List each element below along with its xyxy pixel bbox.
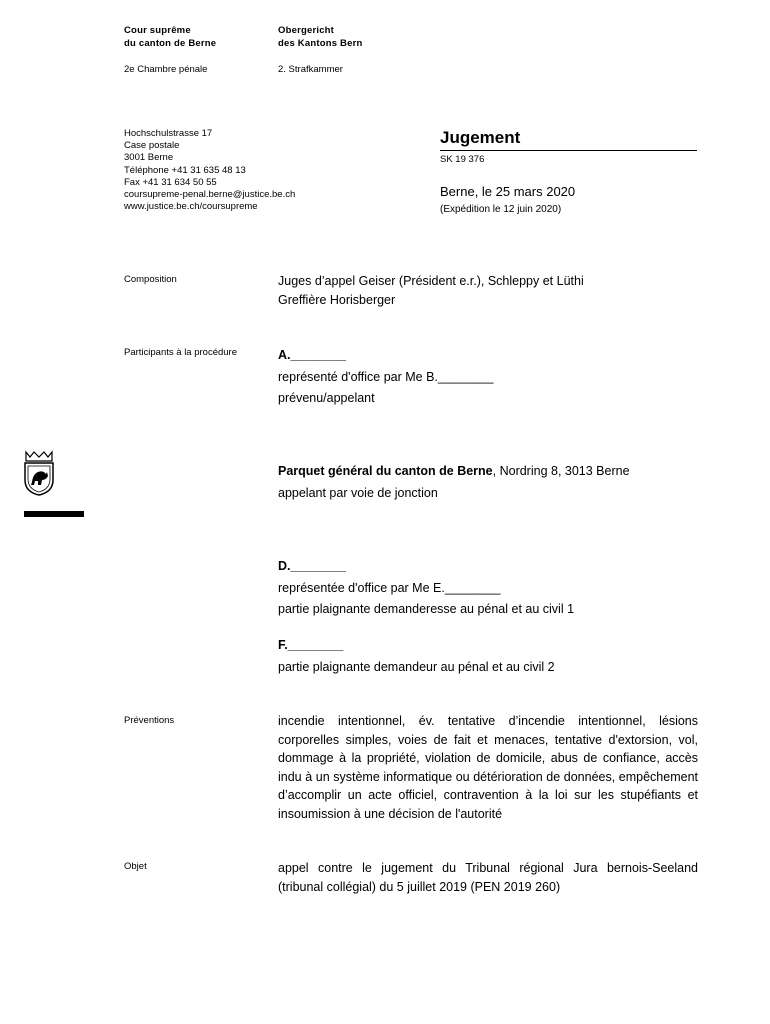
party-a-representation: représenté d'office par Me B.________: [278, 369, 494, 384]
case-reference: SK 19 376: [440, 154, 485, 165]
court-name-fr-line-1: Cour suprême: [124, 25, 191, 36]
party-f-name: F.________: [278, 638, 344, 652]
expedition-date: (Expédition le 12 juin 2020): [440, 204, 562, 215]
party-f: [278, 636, 698, 676]
address-street: Hochschulstrasse 17: [124, 128, 213, 139]
chamber-fr: 2e Chambre pénale: [124, 64, 208, 75]
court-name-de-line-1: Obergericht: [278, 25, 335, 36]
place-date: Berne, le 25 mars 2020: [440, 184, 576, 199]
address-city: 3001 Berne: [124, 152, 174, 164]
composition-value: [278, 272, 698, 309]
court-name-de-line-2: des Kantons Bern: [278, 38, 363, 49]
address-phone: Téléphone +41 31 635 48 13: [124, 164, 246, 176]
parquet-address: , Nordring 8, 3013 Berne: [492, 464, 630, 478]
parquet-role: appelant par voie de jonction: [278, 485, 438, 500]
party-f-role: partie plaignante demandeur au pénal et au civil 2: [278, 659, 555, 674]
address-postbox: Case postale: [124, 140, 180, 152]
address-website: www.justice.be.ch/coursupreme: [124, 201, 258, 213]
preventions-text: incendie intentionnel, év. tentative d’incendie intentionnel, lésions corporelles simples, voies de fait et menaces, tentative d'extorsion, vol, dommage à la propriété, violation de domicile, abus de confiance, accès indu à un système informatique ou détérioration de données, empêchement d’accomplir un acte officiel, contravention à la loi sur les stupéfiants et insoumission à une décision de l'autorité: [278, 714, 698, 821]
parquet-name: Parquet général du canton de Berne: [278, 464, 493, 478]
objet-text: appel contre le jugement du Tribunal régional Jura bernois-Seeland (tribunal collégial) du 5 juillet 2019 (PEN 2019 260): [278, 861, 698, 894]
document-title: Jugement: [440, 127, 697, 151]
letterhead-bar: [24, 511, 84, 517]
party-parquet: [278, 462, 698, 502]
preventions-label: Préventions: [124, 715, 175, 726]
participants-label: Participants à la procédure: [124, 347, 238, 358]
party-d-role: partie plaignante demanderesse au pénal et au civil 1: [278, 602, 575, 616]
court-name-fr: [124, 24, 274, 50]
address-email: coursupreme-penal.berne@justice.be.ch: [124, 189, 296, 201]
parquet-line: [278, 462, 698, 481]
composition-label: Composition: [124, 274, 177, 285]
party-d-name: D.________: [278, 559, 347, 573]
address-fax: Fax +41 31 634 50 55: [124, 176, 217, 188]
party-a-role: prévenu/appelant: [278, 391, 375, 405]
bern-coat-of-arms-icon: [22, 450, 56, 496]
party-d: [278, 557, 698, 619]
objet-label: Objet: [124, 861, 147, 872]
party-a-name: A.________: [278, 348, 347, 362]
composition-clerk: Greffière Horisberger: [278, 292, 396, 307]
court-name-fr-line-2: du canton de Berne: [124, 38, 217, 49]
court-address: [124, 128, 404, 213]
court-name-de: [278, 24, 438, 50]
composition-judges: Juges d’appel Geiser (Président e.r.), Schleppy et Lüthi: [278, 274, 584, 288]
party-a: [278, 346, 698, 408]
chamber-de: 2. Strafkammer: [278, 64, 343, 75]
party-d-representation: représentée d'office par Me E.________: [278, 580, 501, 595]
